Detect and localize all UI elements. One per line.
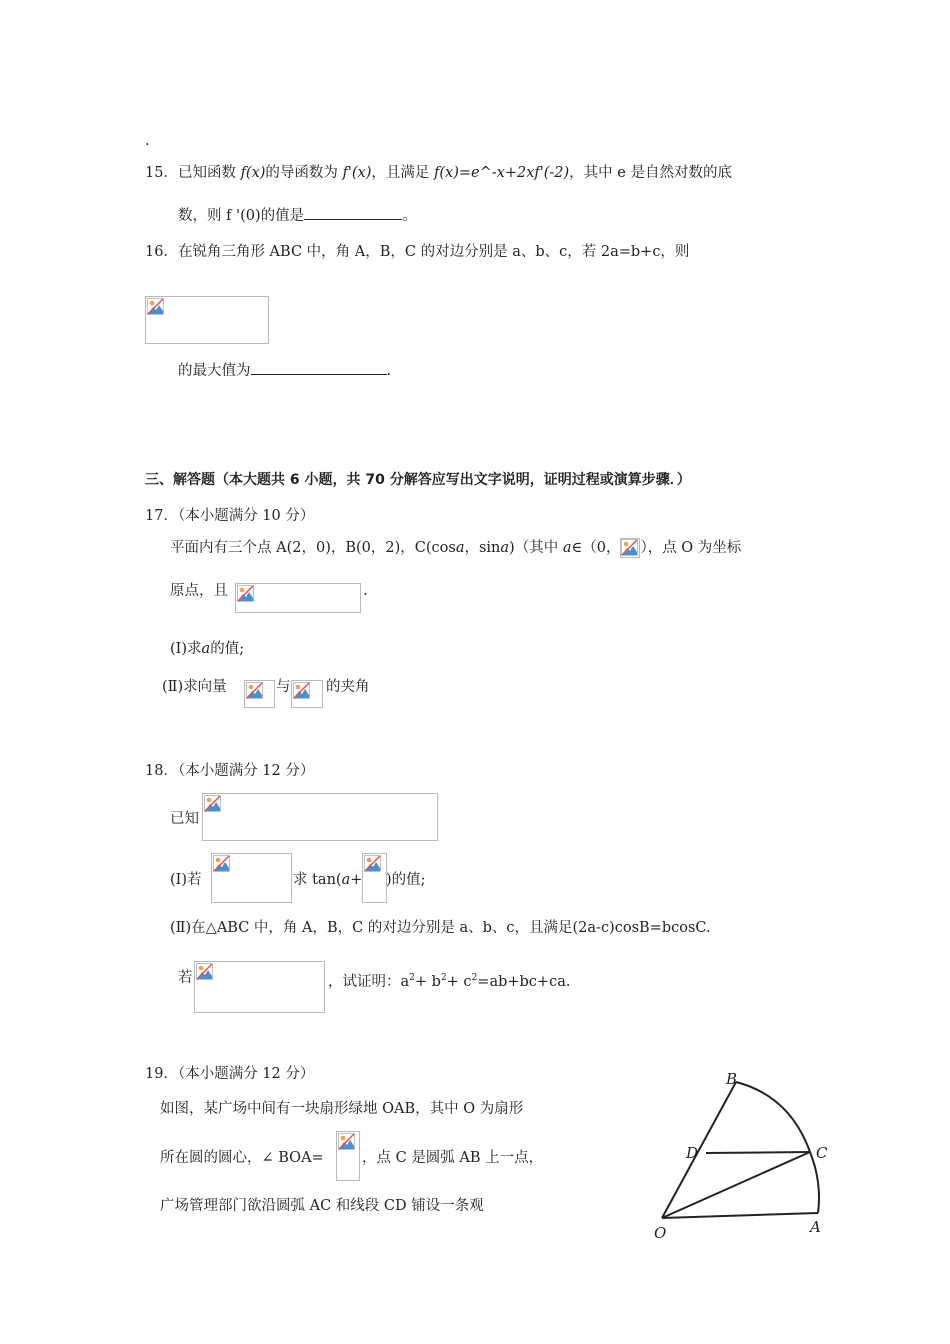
page-dot: . [145, 133, 150, 149]
formula-image-q18-if [211, 853, 292, 903]
question-17-part2-end: 的夹角 [326, 679, 370, 695]
arc-bc [736, 1082, 810, 1152]
question-19-header: 19．（本小题满分 12 分） [145, 1066, 315, 1082]
question-18-part3: ，试证明：$a^2+ b^2+ c^2=ab+bc+ca$. [328, 973, 571, 990]
question-17-line2: 原点，且 [170, 583, 228, 599]
segment-ob [662, 1082, 736, 1218]
segment-oa [662, 1213, 818, 1218]
question-15-line2: 数，则 f '(0)的值是 。 [178, 205, 417, 225]
question-17-line1: 平面内有三个点 A(2，0)，B(0，2)，C(cosa，sina)（其中 a∈（0， ），点 O 为坐标 [170, 540, 742, 556]
question-17-part2-and: 与 [276, 679, 291, 695]
formula-image-vector-1 [244, 680, 275, 708]
q15-number: 15． [145, 165, 178, 181]
broken-image-icon [213, 855, 230, 872]
question-19-line2a: 所在圆的圆心，∠ BOA= [160, 1150, 324, 1166]
label-b: B [726, 1070, 738, 1088]
formula-image-q18-tan [362, 853, 387, 903]
question-17-header: 17．（本小题满分 10 分） [145, 508, 315, 524]
formula-image-pi [620, 538, 640, 558]
label-a: A [810, 1218, 821, 1236]
question-18-given: 已知 [170, 811, 199, 827]
answer-blank-16[interactable] [251, 360, 387, 375]
broken-image-icon [147, 298, 164, 315]
q16-number: 16． [145, 244, 178, 260]
broken-image-icon [621, 539, 638, 556]
formula-image-q19-angle [336, 1131, 360, 1181]
formula-image-q18-prove [194, 961, 325, 1013]
question-18-part3-if: 若 [178, 970, 193, 986]
question-17-line2-end: . [363, 583, 368, 599]
broken-image-icon [246, 682, 263, 699]
label-c: C [816, 1144, 828, 1162]
formula-image-q17-condition [235, 583, 361, 613]
broken-image-icon [204, 795, 221, 812]
question-18-header: 18．（本小题满分 12 分） [145, 763, 315, 779]
question-18-part2: (Ⅱ)在△ABC 中，角 A，B，C 的对边分别是 a、b、c，且满足(2a-c)cosB=bcosC. [170, 920, 711, 936]
segment-dc [706, 1152, 810, 1153]
segment-oc [662, 1152, 810, 1218]
broken-image-icon [293, 682, 310, 699]
question-15-line1: 15．已知函数 f(x)的导函数为 f'(x)，且满足 f(x)=e^-x+2xf'(-2)，其中 e 是自然对数的底 [145, 165, 732, 181]
question-19-line2b: ，点 C 是圆弧 AB 上一点， [362, 1150, 544, 1166]
question-17-part1: (I)求a的值; [170, 641, 245, 657]
question-16-line2: 的最大值为 . [178, 360, 391, 380]
question-18-part1: (I)若 [170, 872, 202, 888]
formula-image-q16 [145, 296, 269, 344]
broken-image-icon [364, 855, 381, 872]
formula-image-vector-2 [291, 680, 323, 708]
question-16-line1: 16．在锐角三角形 ABC 中，角 A，B，C 的对边分别是 a、b、c，若 2a=b+c，则 [145, 244, 690, 260]
sector-figure [640, 1070, 840, 1250]
section-3-title: 三、解答题（本大题共 6 小题，共 70 分解答应写出文字说明，证明过程或演算步骤．） [145, 472, 691, 488]
question-17-part2: (Ⅱ)求向量 [162, 679, 227, 695]
question-18-part1-tan: 求 tan(a+ [293, 872, 363, 888]
broken-image-icon [338, 1133, 355, 1150]
answer-blank-15[interactable] [304, 205, 402, 220]
question-18-part1-end: )的值; [386, 872, 426, 888]
formula-image-q18-given [202, 793, 438, 841]
question-19-line3: 广场管理部门欲沿圆弧 AC 和线段 CD 铺设一条观 [160, 1198, 484, 1214]
broken-image-icon [196, 963, 213, 980]
broken-image-icon [237, 585, 254, 602]
label-o: O [654, 1224, 667, 1242]
label-d: D [686, 1144, 699, 1162]
question-19-line1: 如图，某广场中间有一块扇形绿地 OAB，其中 O 为扇形 [160, 1101, 524, 1117]
